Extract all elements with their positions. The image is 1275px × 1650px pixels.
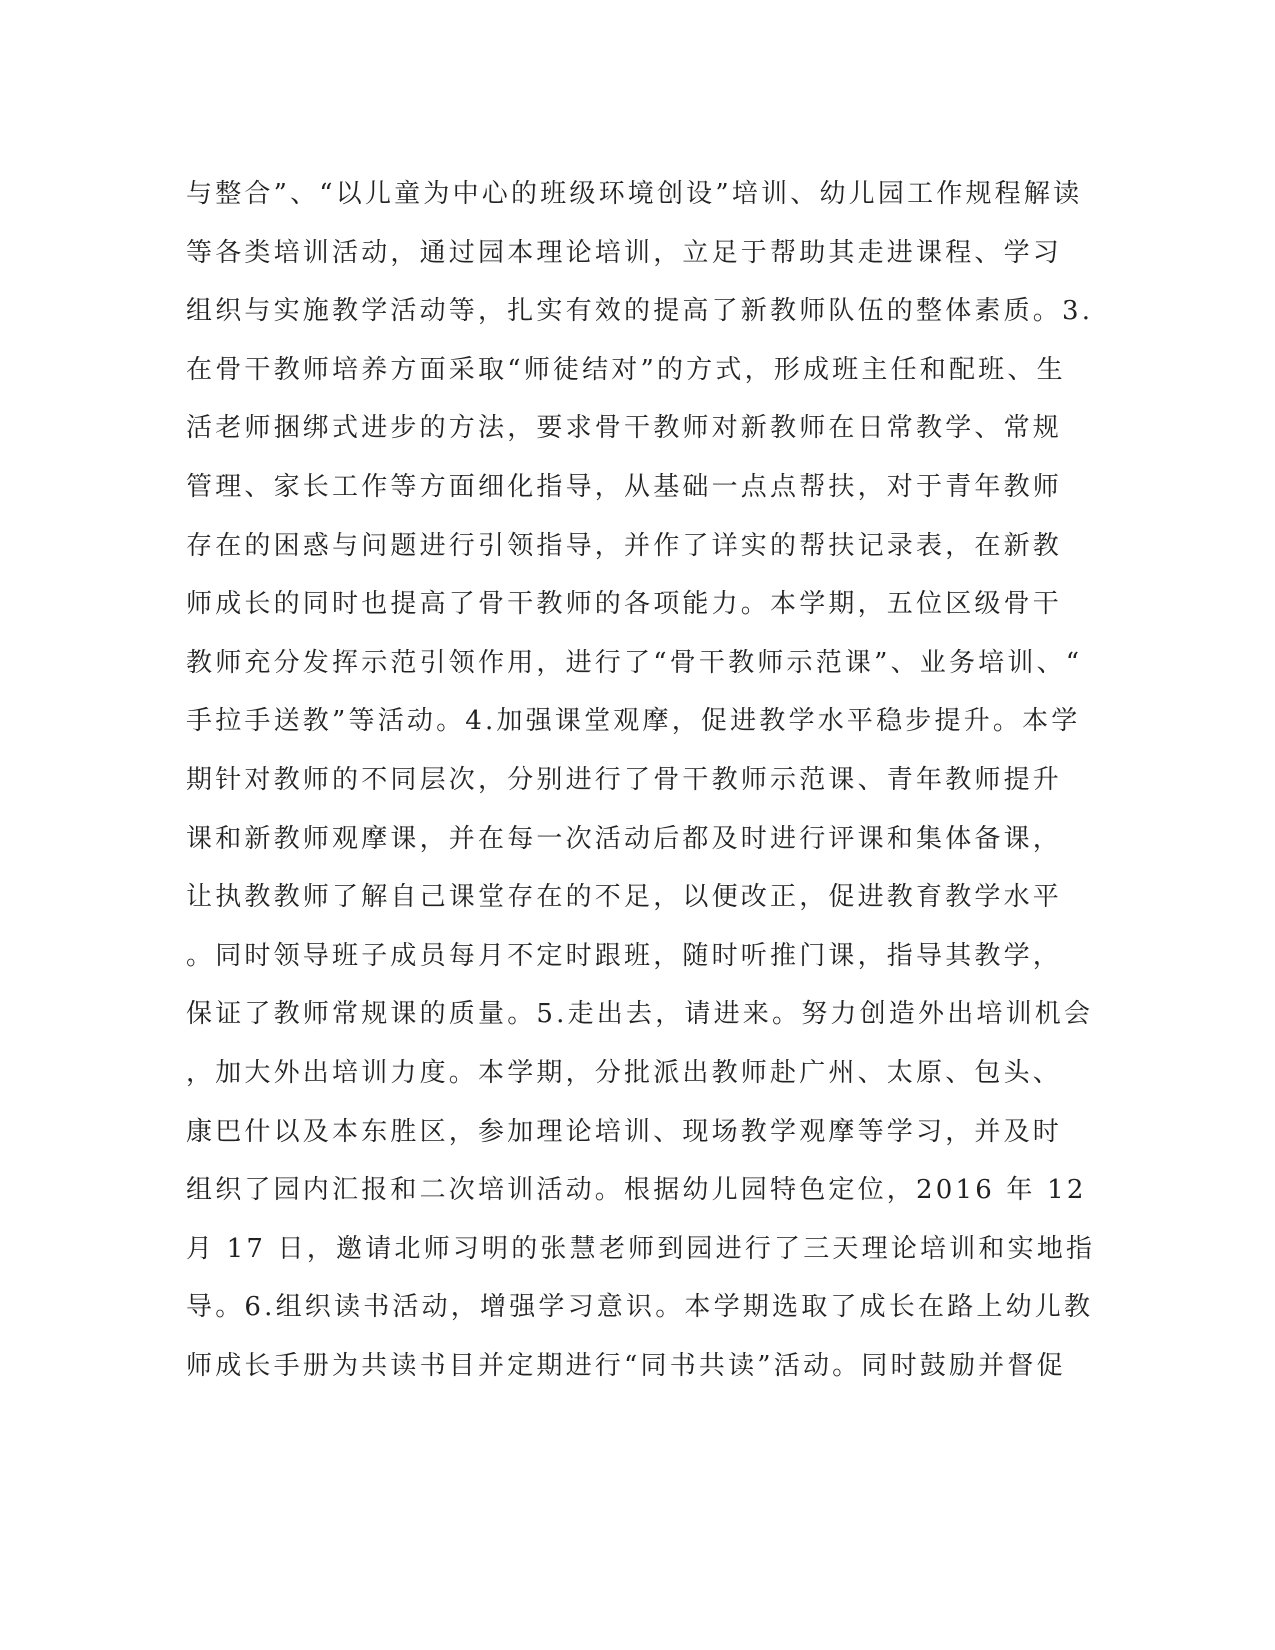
text-line: 导。6.组织读书活动，增强学习意识。本学期选取了成长在路上幼儿教	[186, 1292, 1094, 1323]
body-text	[186, 165, 1096, 1395]
text-line: 手拉手送教”等活动。4.加强课堂观摩，促进教学水平稳步提升。本学	[186, 706, 1081, 737]
text-line: 在骨干教师培养方面采取“师徒结对”的方式，形成班主任和配班、生	[186, 354, 1066, 385]
text-line: 管理、家长工作等方面细化指导，从基础一点点帮扶，对于青年教师	[186, 471, 1063, 502]
text-line: 教师充分发挥示范引领作用，进行了“骨干教师示范课”、业务培训、“	[186, 647, 1083, 678]
text-line: 师成长手册为共读书目并定期进行“同书共读”活动。同时鼓励并督促	[186, 1350, 1066, 1381]
text-line: 让执教教师了解自己课堂存在的不足，以便改正，促进教育教学水平	[186, 882, 1063, 913]
text-line: 组织了园内汇报和二次培训活动。根据幼儿园特色定位，2016 年 12	[186, 1175, 1087, 1206]
text-line: 师成长的同时也提高了骨干教师的各项能力。本学期，五位区级骨干	[186, 589, 1063, 620]
text-line: ，加大外出培训力度。本学期，分批派出教师赴广州、太原、包头、	[186, 1057, 1063, 1088]
text-line: 活老师捆绑式进步的方法，要求骨干教师对新教师在日常教学、常规	[186, 413, 1063, 444]
text-line: 康巴什以及本东胜区，参加理论培训、现场教学观摩等学习，并及时	[186, 1116, 1063, 1147]
text-line: 存在的困惑与问题进行引领指导，并作了详实的帮扶记录表，在新教	[186, 530, 1063, 561]
text-line: 保证了教师常规课的质量。5.走出去，请进来。努力创造外出培训机会	[186, 999, 1094, 1030]
text-line: 。同时领导班子成员每月不定时跟班，随时听推门课，指导其教学，	[186, 940, 1063, 971]
text-line: 与整合”、“以儿童为中心的班级环境创设”培训、幼儿园工作规程解读	[186, 179, 1083, 209]
text-line: 期针对教师的不同层次，分别进行了骨干教师示范课、青年教师提升	[186, 764, 1063, 795]
text-line: 课和新教师观摩课，并在每一次活动后都及时进行评课和集体备课，	[186, 823, 1063, 854]
text-line: 月 17 日，邀请北师习明的张慧老师到园进行了三天理论培训和实地指	[186, 1233, 1096, 1264]
text-line: 组织与实施教学活动等，扎实有效的提高了新教师队伍的整体素质。3.	[186, 296, 1094, 327]
text-line: 等各类培训活动，通过园本理论培训，立足于帮助其走进课程、学习	[186, 237, 1063, 268]
